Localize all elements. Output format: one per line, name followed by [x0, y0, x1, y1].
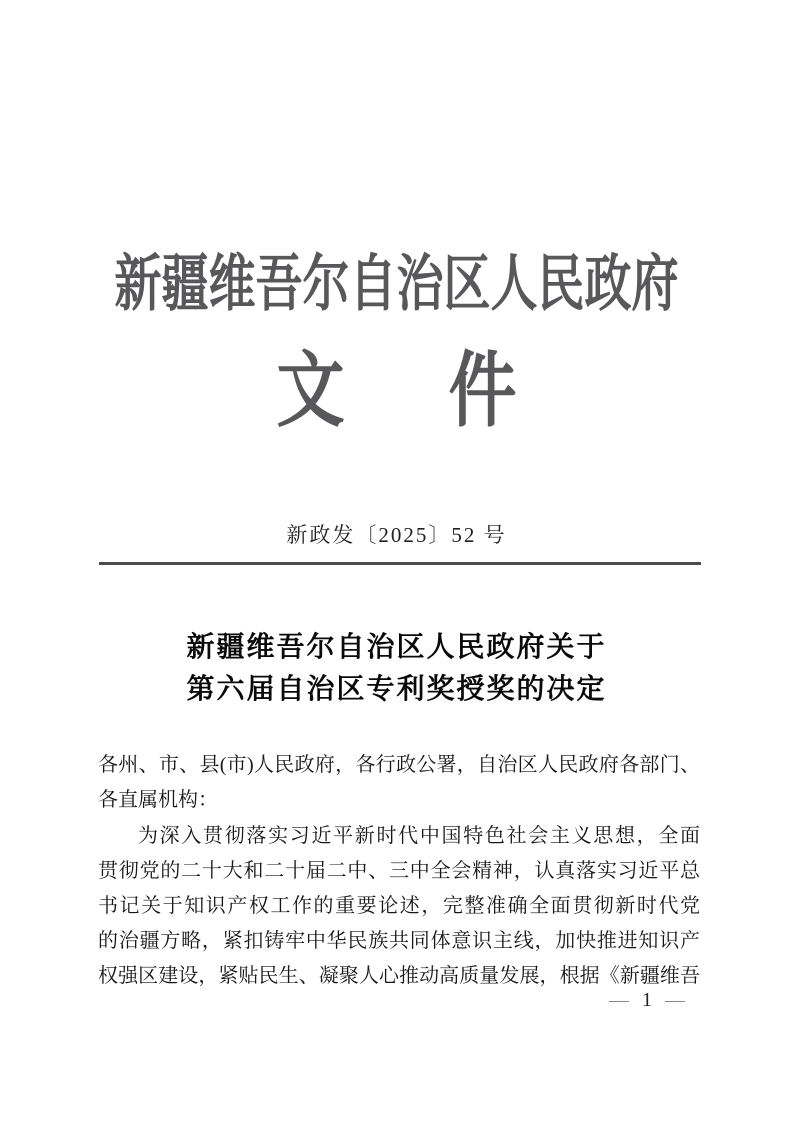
document-title-line-1: 新疆维吾尔自治区人民政府关于	[186, 632, 607, 663]
page-number	[609, 989, 685, 1012]
page-number-dash-left: —	[609, 989, 629, 1011]
letterhead-document-word-char-2: 件	[448, 345, 517, 437]
salutation-line-1: 各州、市、县(市)人民政府，各行政公署，自治区人民政府各部门、	[98, 754, 700, 776]
letterhead-org-name: 新疆维吾尔自治区人民政府	[114, 251, 679, 319]
document-reference-number: 新政发〔2025〕52 号	[286, 523, 507, 547]
salutation-line-2: 各直属机构：	[98, 789, 218, 811]
page-number-value: 1	[642, 989, 652, 1011]
body-paragraph-line-4: 的治疆方略，紧扣铸牢中华民族共同体意识主线，加快推进知识产	[98, 930, 700, 952]
letterhead-document-word-char-1: 文	[276, 345, 345, 437]
letterhead-document-word	[0, 339, 793, 442]
body-paragraph-line-2: 贯彻党的二十大和二十届二中、三中全会精神，认真落实习近平总	[98, 860, 700, 882]
document-title-line-2: 第六届自治区专利奖授奖的决定	[186, 674, 607, 705]
body-paragraph-line-1: 为深入贯彻落实习近平新时代中国特色社会主义思想，全面	[138, 825, 700, 847]
letterhead-divider-line	[99, 562, 701, 565]
document-title	[0, 627, 793, 711]
page-number-dash-right: —	[665, 989, 685, 1011]
body-paragraph-line-3: 书记关于知识产权工作的重要论述，完整准确全面贯彻新时代党	[98, 895, 700, 917]
body-paragraph-line-5: 权强区建设，紧贴民生、凝聚人心推动高质量发展，根据《新疆维吾	[98, 965, 700, 987]
document-body	[98, 748, 700, 994]
